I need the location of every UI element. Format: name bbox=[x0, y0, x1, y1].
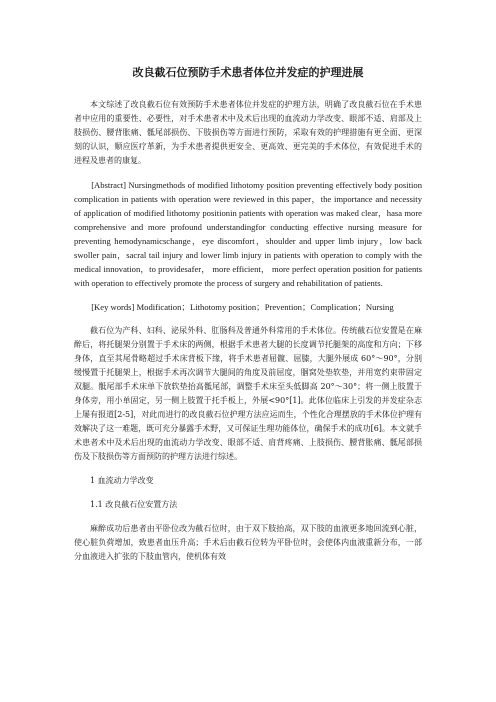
keywords: [Key words] Modification；Lithotomy position；Prevention；Complication；Nursing bbox=[91, 302, 394, 312]
abstract-chinese: 本文综述了改良截石位有效预防手术患者体位并发症的护理方法，明确了改良截石位在手术患者中应用的重要性、必要性，对手术患者术中及术后出现的血流动力学改变、眼部不适、肩部及上肢损伤、腰背胀痛、骶尾部损伤、下肢损伤等方面进行预防，采取有效的护理措施有更全面、更深刻的认识，顺应医疗革新，为手术患者提供更安全、更高效、更完美的手术体位，有效促进手术的进程及患者的康复。 bbox=[74, 100, 422, 165]
article-title: 改良截石位预防手术患者体位并发症的护理进展 bbox=[132, 66, 364, 79]
section-heading-1: 1 血流动力学改变 bbox=[90, 476, 154, 485]
abstract-english: [Abstract] Nursingmethods of modified lithotomy position preventing effectively body position complication in patients with operation were reviewed in this paper，the importance and necessity of application of modified lithotomy positionin patients with operation was maked clear，hasa more comprehensive and more profound understandingfor conducting effective nursing measure for preventing hemodynamicschange，eye discomfort，shoulder and upper limb injury，low back swoller pain，sacral tail injury and lower limb injury in patients with operation to comply with the medical innovation，to providesafer， more efficient， more perfect operation position for patients with operation to effectively promote the process of surgery and rehabilitation of patients. bbox=[74, 180, 422, 288]
introduction-paragraph: 截石位为产科、妇科、泌尿外科、肛肠科及普通外科常用的手术体位。传统截石位安置是在麻醉后，将托腿架分别置于手术床的两侧，根据手术患者大腿的长度调节托腿架的高度和方向；下移身体，直至其尾骨略超过手术床背板下缘，将手术患者屈髋、屈膝，大腿外展成 60°～90°，分别缓慢置于托腿架上，根据手术再次调节大腿间的角度及前屈度，腘窝处垫软垫，并用宽约束带固定双腿。骶尾部手术床单下放软垫抬高骶尾部，调整手术床至头低脚高 20°～30°；将一侧上肢置于身体旁，用小单固定，另一侧上肢置于托手板上，外展<90°[1]。此体位临床上引发的并发症杂志上屡有报道[2-5]，对此而进行的改良截石位护理方法应运而生，个性化合理摆放的手术体位护理有效解决了这一难题，既可充分暴露手术野，又可保证生理功能体位，确保手术的成功[6]。本文就手术患者术中及术后出现的血流动力学改变、眼部不适、肩背疼痛、上肢损伤、腰背胀痛、骶尾部损伤及下肢损伤等方面预防的护理方法进行综述。 bbox=[74, 326, 422, 461]
section-1-1-text: 麻醉成功后患者由平卧位改为截石位时，由于双下肢抬高，双下肢的血液更多地回流到心脏，使心脏负荷增加，致患者血压升高；手术后由截石位转为平卧位时，会使体内血液重新分布，一部分血液进入扩张的下肢血管内，使机体有效 bbox=[74, 524, 422, 561]
section-heading-1-1: 1.1 改良截石位安置方法 bbox=[90, 500, 178, 509]
